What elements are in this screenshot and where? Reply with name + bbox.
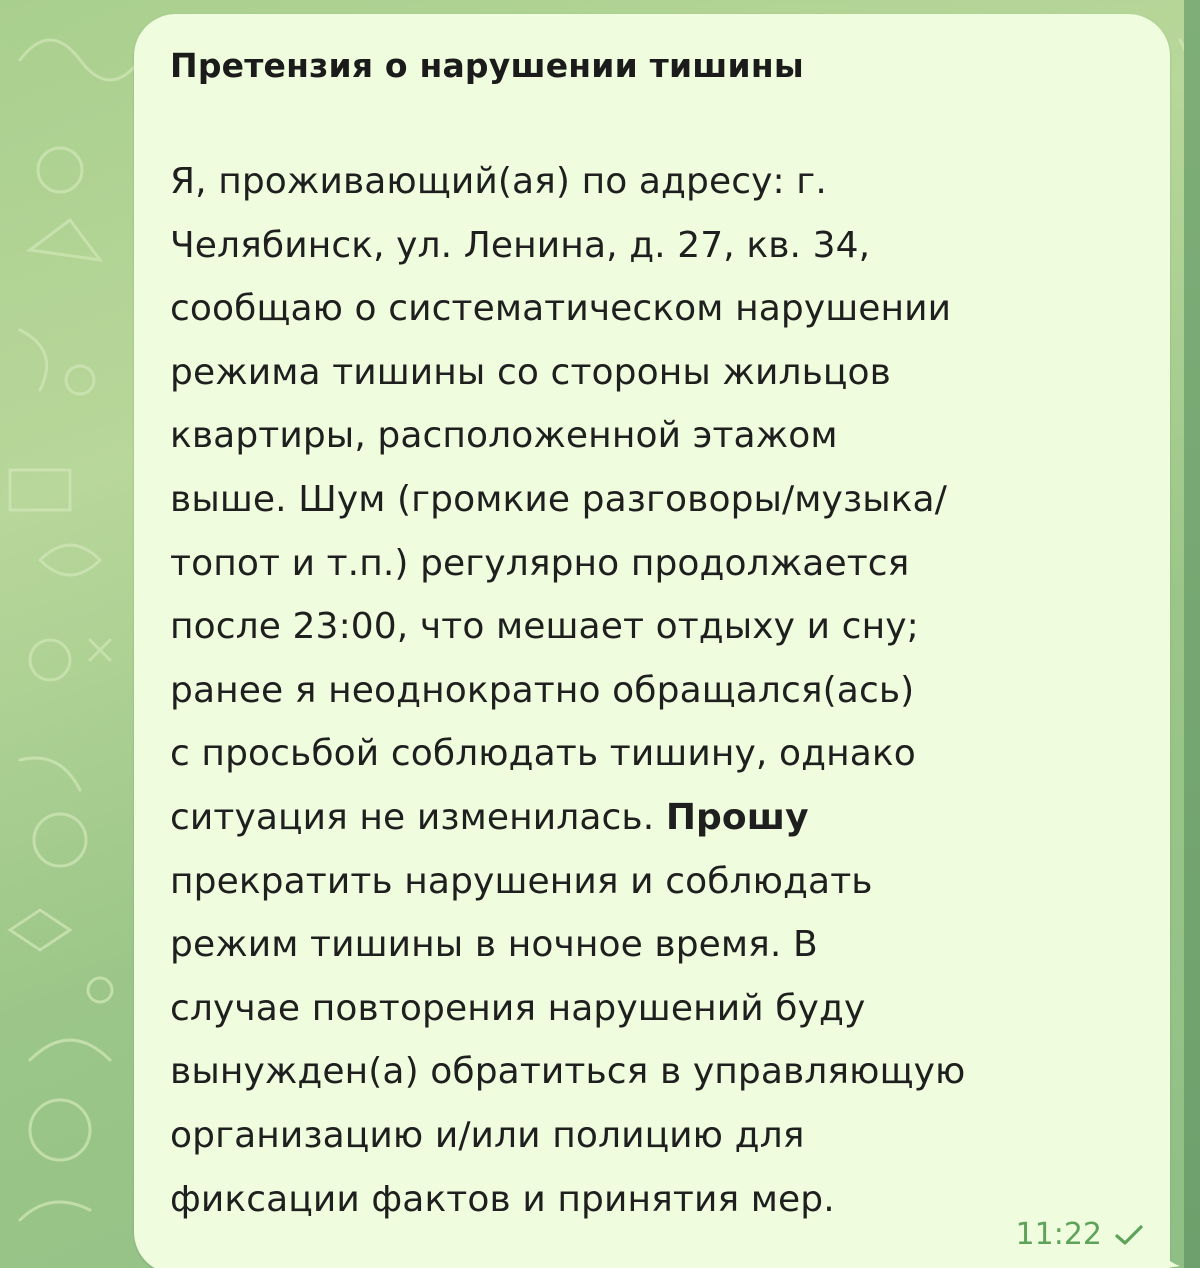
single-check-icon [1114, 1223, 1144, 1247]
message-body-bold-text: Прошу [665, 796, 809, 838]
scrollbar[interactable] [1184, 0, 1200, 1268]
bubble-tail [1152, 1220, 1182, 1268]
message-meta [1016, 1218, 1144, 1252]
message-body [170, 150, 1136, 1231]
message-body-text-start: Я, проживающий(ая) по адресу: г. Челябинск, ул. Ленина, д. 27, кв. 34, сообщаю о систематическом нарушении режима тишины со стороны жильцов квартиры, расположенной этажом выше. Шум (громкие разговоры/музыка/ топот и т.п.) регулярно продолжается после 23:00, что мешает отдыху и сну; ранее я неоднократно обращался(ась) с просьбой соблюдать тишину, однако ситуация не изменилась. [170, 161, 952, 838]
message-bubble[interactable] [134, 14, 1170, 1268]
message-time: 11:22 [1015, 1217, 1102, 1252]
message-title: Претензия о нарушении тишины [170, 46, 804, 85]
message-body-text-end: прекратить нарушения и соблюдать режим тишины в ночное время. В случае повторения нарушений буду вынужден(а) обратиться в управляющую организацию и/или полицию для фиксации фактов и принятия мер. [170, 860, 966, 1220]
